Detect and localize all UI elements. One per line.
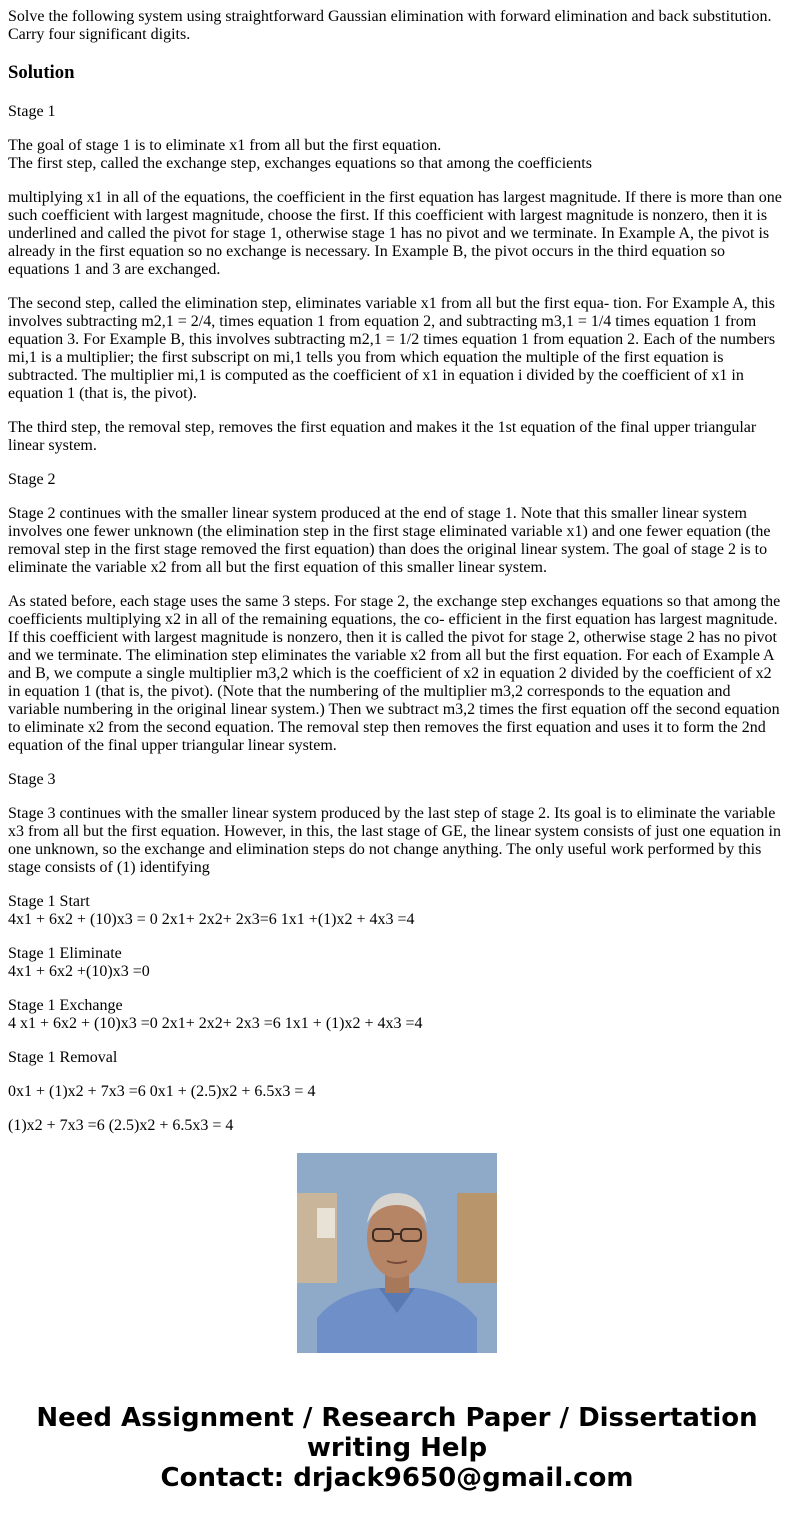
promo-line-2: writing Help	[306, 1433, 488, 1463]
stage-1-removal-label: Stage 1 Removal	[8, 1049, 118, 1066]
removal-step-paragraph: The third step, the removal step, removes the first equation and makes it the 1st equation of the final upper triangular linear system.	[8, 419, 757, 454]
exchange-step-paragraph: multiplying x1 in all of the equations, the coefficient in the first equation has largest magnitude. If there is more than one such coefficient with largest magnitude, choose the first. If this coefficient with largest magnitude is nonzero, then it is underlined and called the pivot for stage 1, otherwise stage 1 has no pivot and we terminate. In Example A, the pivot is already in the first equation so no exchange is necessary. In Example B, the pivot occurs in the third equation so equations 1 and 3 are exchanged.	[8, 189, 782, 278]
stage-1-start-label: Stage 1 Start	[8, 893, 90, 910]
stage-2-label: Stage 2	[8, 471, 56, 488]
stage-1-start-equations: 4x1 + 6x2 + (10)x3 = 0 2x1+ 2x2+ 2x3=6 1x1 +(1)x2 + 4x3 =4	[8, 911, 415, 928]
question-text: Solve the following system using straightforward Gaussian elimination with forward elimination and back substitution. Carry four significant digits.	[8, 8, 772, 43]
promo-contact-line: Contact: drjack9650@gmail.com	[160, 1463, 634, 1493]
stage-1-eliminate-label: Stage 1 Eliminate	[8, 945, 122, 962]
stage-1-eliminate-block	[8, 945, 784, 981]
stage-1-goal-line-2: The first step, called the exchange step, exchanges equations so that among the coefficients	[8, 155, 592, 172]
stage-1-goal	[8, 137, 784, 173]
contact-banner	[0, 1403, 794, 1493]
stage-3-label: Stage 3	[8, 771, 56, 788]
author-photo	[297, 1153, 497, 1353]
stage-1-removal-equations: 0x1 + (1)x2 + 7x3 =6 0x1 + (2.5)x2 + 6.5x3 = 4	[8, 1083, 316, 1100]
promo-line-1: Need Assignment / Research Paper / Dissertation	[36, 1403, 758, 1433]
reduced-system-equations: (1)x2 + 7x3 =6 (2.5)x2 + 6.5x3 = 4	[8, 1117, 234, 1134]
stage-1-start-block	[8, 893, 784, 929]
stage-3-paragraph: Stage 3 continues with the smaller linear system produced by the last step of stage 2. Its goal is to eliminate the variable x3 from all but the first equation. However, in this, the last stage of GE, the linear system consists of just one equation in one unknown, so the exchange and elimination steps do not change anything. The only useful work performed by this stage consists of (1) identifying	[8, 805, 781, 876]
stage-1-exchange-label: Stage 1 Exchange	[8, 997, 123, 1014]
elimination-step-paragraph: The second step, called the elimination step, eliminates variable x1 from all but the first equa- tion. For Example A, this involves subtracting m2,1 = 2/4, times equation 1 from equation 2, and subtracting m3,1 = 1/4 times equation 1 from equation 3. For Example B, this involves subtracting m2,1 = 1/2 times equation 1 from equation 2. Each of the numbers mi,1 is a multiplier; the first subscript on mi,1 tells you from which equation the multiple of the first equation is subtracted. The multiplier mi,1 is computed as the coefficient of x1 in equation i divided by the coefficient of x1 in equation 1 (that is, the pivot).	[8, 295, 776, 402]
solution-content	[8, 8, 784, 1134]
stage-1-eliminate-equation: 4x1 + 6x2 +(10)x3 =0	[8, 963, 150, 980]
solution-heading: Solution	[8, 62, 75, 83]
stage-1-goal-line-1: The goal of stage 1 is to eliminate x1 from all but the first equation.	[8, 137, 442, 154]
author-portrait-image	[297, 1153, 497, 1353]
stage-1-exchange-equations: 4 x1 + 6x2 + (10)x3 =0 2x1+ 2x2+ 2x3 =6 1x1 + (1)x2 + 4x3 =4	[8, 1015, 423, 1032]
stage-1-exchange-block	[8, 997, 784, 1033]
stage-1-label: Stage 1	[8, 103, 56, 120]
stage-2-steps-paragraph: As stated before, each stage uses the same 3 steps. For stage 2, the exchange step exchanges equations so that among the coefficients multiplying x2 in all of the remaining equations, the co- efficient in the first equation has largest magnitude. If this coefficient with largest magnitude is nonzero, then it is called the pivot for stage 2, otherwise stage 2 has no pivot and we terminate. The elimination step eliminates the variable x2 from all but the first equation. For each of Example A and B, we compute a single multiplier m3,2 which is the coefficient of x2 in equation 2 divided by the coefficient of x2 in equation 1 (that is, the pivot). (Note that the numbering of the multiplier m3,2 corresponds to the equation and variable numbering in the original linear system.) Then we subtract m3,2 times the first equation off the second equation to eliminate x2 from the second equation. The removal step then removes the first equation and uses it to form the 2nd equation of the final upper triangular linear system.	[8, 593, 781, 754]
stage-2-paragraph: Stage 2 continues with the smaller linear system produced at the end of stage 1. Note that this smaller linear system involves one fewer unknown (the elimination step in the first stage eliminated variable x1) and one fewer equation (the removal step in the first stage removed the first equation) than does the original linear system. The goal of stage 2 is to eliminate the variable x2 from all but the first equation of this smaller linear system.	[8, 505, 771, 576]
